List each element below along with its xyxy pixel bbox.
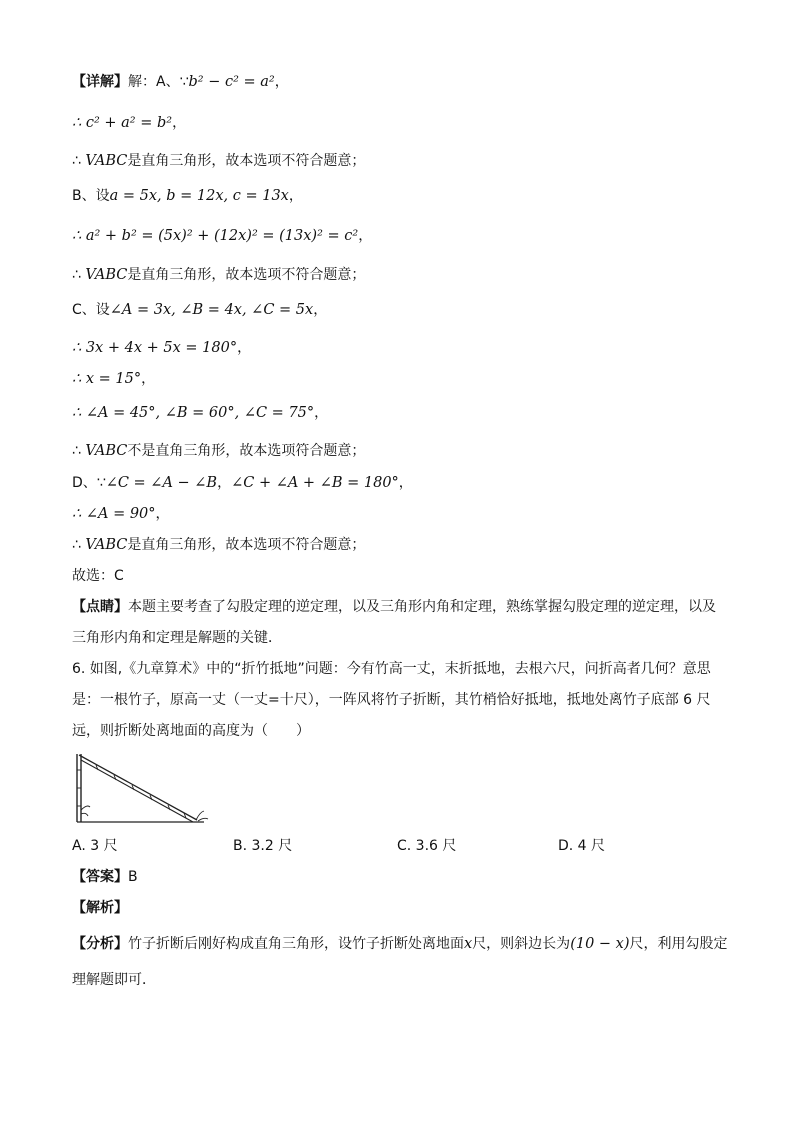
answer-line [72, 867, 138, 887]
comment-label: 【点睛】 [72, 599, 128, 615]
solution-line-9: ∴ x = 15°， [72, 371, 156, 387]
question-line-1: 6. 如图,《九章算术》中的“折竹抵地”问题：今有竹高一丈，末折抵地，去根六尺，问折高者几何？意思 [72, 661, 711, 677]
solution-line-15: 故选：C [72, 568, 124, 584]
fenxi-line-1: 【分析】竹子折断后刚好构成直角三角形，设竹子折断处离地面x尺，则斜边长为(10 − x)尺，利用勾股定 [72, 936, 728, 952]
solution-line-8: ∴ 3x + 4x + 5x = 180°， [72, 340, 252, 356]
bamboo-triangle-figure [72, 750, 212, 826]
solution-line-13: ∴ ∠A = 90°， [72, 506, 170, 522]
comment-line-2: 三角形内角和定理是解题的关键． [72, 630, 282, 646]
solution-line-14: ∴ VABC是直角三角形，故本选项不符合题意； [72, 537, 366, 553]
solution-line-12: D、∵∠C = ∠A − ∠B，∠C + ∠A + ∠B = 180°， [72, 475, 413, 491]
solution-line-1: 【详解】解：A、∵b² − c² = a²， [72, 74, 289, 90]
solution-line-2: ∴ c² + a² = b²， [72, 115, 187, 131]
solution-line-4: B、设a = 5x, b = 12x, c = 13x， [72, 188, 303, 204]
option-b: B. 3.2 尺 [233, 838, 293, 854]
answer-value: B [128, 869, 138, 885]
detail-label: 【详解】 [72, 74, 128, 90]
option-c: C. 3.6 尺 [397, 838, 457, 854]
option-d: D. 4 尺 [558, 838, 606, 854]
fenxi-label: 【分析】 [72, 936, 128, 952]
fenxi-line-2: 理解题即可． [72, 972, 156, 988]
solution-line-11: ∴ VABC不是直角三角形，故本选项符合题意； [72, 443, 366, 459]
question-line-3: 远，则折断处离地面的高度为（ ） [72, 723, 310, 739]
answer-label: 【答案】 [72, 869, 128, 885]
analysis-line [72, 898, 128, 918]
option-a: A. 3 尺 [72, 838, 118, 854]
question-line-2: 是：一根竹子，原高一丈（一丈=十尺），一阵风将竹子折断，其竹梢恰好抵地，抵地处离竹子底部 6 尺 [72, 692, 711, 708]
solution-line-10: ∴ ∠A = 45°, ∠B = 60°, ∠C = 75°， [72, 405, 329, 421]
solution-line-6: ∴ VABC是直角三角形，故本选项不符合题意； [72, 267, 366, 283]
solution-line-7: C、设∠A = 3x, ∠B = 4x, ∠C = 5x， [72, 302, 328, 318]
comment-line-1: 【点睛】本题主要考查了勾股定理的逆定理，以及三角形内角和定理，熟练掌握勾股定理的逆定理，以及 [72, 599, 716, 615]
solution-line-5: ∴ a² + b² = (5x)² + (12x)² = (13x)² = c²， [72, 228, 373, 244]
analysis-label: 【解析】 [72, 900, 128, 916]
solution-line-3: ∴ VABC是直角三角形，故本选项不符合题意； [72, 153, 366, 169]
